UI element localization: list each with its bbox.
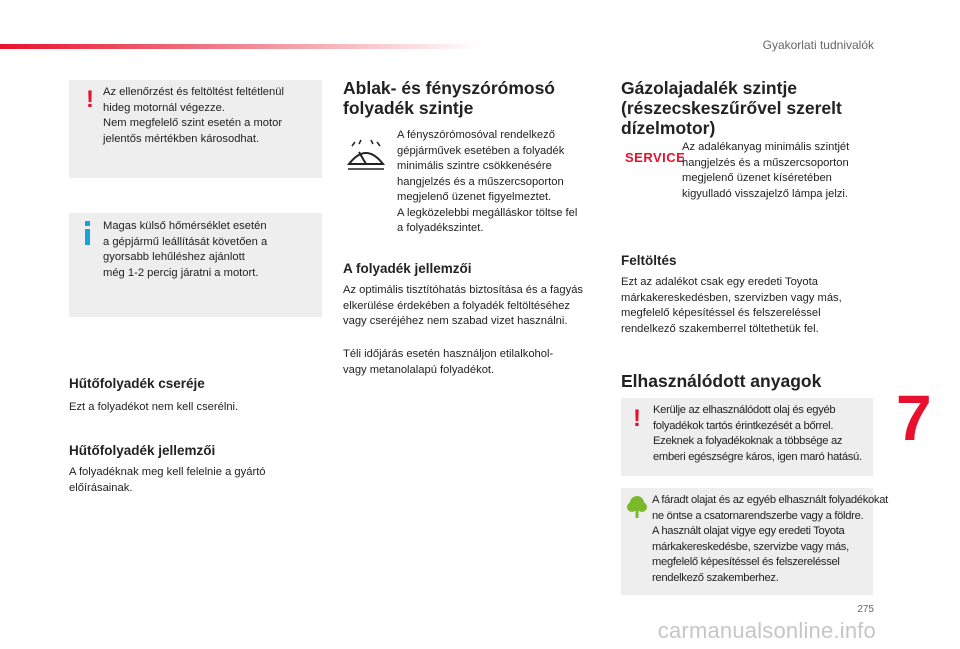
refill-heading: Feltöltés [621, 253, 677, 268]
coolant-specs-text: A folyadéknak meg kell felelnie a gyártó előírásainak. [69, 466, 266, 494]
fluid-specs-heading: A folyadék jellemzői [343, 261, 472, 276]
info-line: Magas külső hőmérséklet esetén [103, 220, 267, 232]
warning-line: Az ellenőrzést és feltöltést feltétlenül [103, 86, 284, 98]
section-title: Gyakorlati tudnivalók [762, 38, 874, 52]
washer-fluid-title: Ablak- és fényszórómosó folyadék szintje [343, 78, 555, 118]
coolant-change-text: Ezt a folyadékot nem kell cserélni. [69, 401, 239, 413]
warning-line: jelentős mértékben károsodhat. [103, 132, 260, 145]
coolant-change-heading: Hűtőfolyadék cseréje [69, 376, 205, 391]
info-line: gyorsabb lehűléshez ajánlott [103, 251, 245, 263]
chapter-number: 7 [896, 382, 932, 454]
info-box-hot-weather [69, 213, 322, 317]
header-accent-bar [0, 44, 480, 49]
warning-exclamation-icon: ! [86, 86, 94, 113]
info-line: még 1-2 percig járatni a motort. [103, 266, 259, 279]
info-icon [85, 221, 91, 245]
warning-line: Nem megfelelő szint esetén a motor [103, 117, 283, 129]
coolant-specs-heading: Hűtőfolyadék jellemzői [69, 443, 216, 458]
watermark: carmanualsonline.info [657, 618, 876, 643]
winter-fluid-text: Téli időjárás esetén használjon etilalkohol- vagy metanolalapú folyadékot. [343, 348, 554, 376]
warning-box-cold-engine [69, 80, 322, 178]
page-number: 275 [857, 604, 874, 615]
diesel-additive-title: Gázolajadalék szintje (részecskeszűrővel szerelt dízelmotor) [621, 78, 842, 138]
service-warning-icon: SERVICE [625, 150, 686, 165]
warning-line: hideg motornál végezze. [103, 101, 225, 114]
additive-level-text: Az adalékanyag minimális szintjét hangjelzés és a műszercsoporton megjelenő üzenet kíséretében kigyulladó visszajelző lámpa jelzi. [682, 141, 850, 200]
info-line: a gépjármű leállítását követően a [103, 235, 268, 248]
warning-exclamation-icon: ! [633, 405, 641, 432]
washer-fluid-intro: A fényszórómosóval rendelkező gépjárművek esetében a folyadék minimális szintre csökkenésére hangjelzés és a műszercsoporton megjelenő üzenet figyelmeztet. A legközelebbi megálláskor töltse fel a folyadékszintet. [397, 129, 578, 234]
washer-fluid-icon [345, 138, 387, 172]
fluid-specs-text: Az optimális tisztítóhatás biztosítása és a fagyás elkerülése érdekében a folyadék feltöltéséhez vagy cseréjéhez nem szabad vizet használni. [343, 284, 584, 327]
refill-text: Ezt az adalékot csak egy eredeti Toyota márkakereskedésben, szervizben vagy más, megfelelő képesítéssel és felszereléssel rendelkező szakemberrel töltethetük fel. [621, 276, 842, 335]
waste-materials-heading: Elhasználódott anyagok [621, 371, 822, 391]
tree-eco-icon [627, 495, 647, 519]
waste-warning-box: ! Kerülje az elhasználódott olaj és egyéb folyadékok tartós érintkezését a bőrrel. Ezeknek a folyadékoknak a többsége az emberi egészségre káros, igen maró hatású. [621, 398, 873, 476]
waste-environment-box: A fáradt olajat és az egyéb elhasznált folyadékokat ne öntse a csatornarendszerbe vagy a földre. A használt olajat vigye egy eredeti Toyota márkakereskedésbe, szervizbe vagy más, megfelelő képesítéssel és felszereléssel rendelkező szakemberhez. [621, 488, 873, 595]
